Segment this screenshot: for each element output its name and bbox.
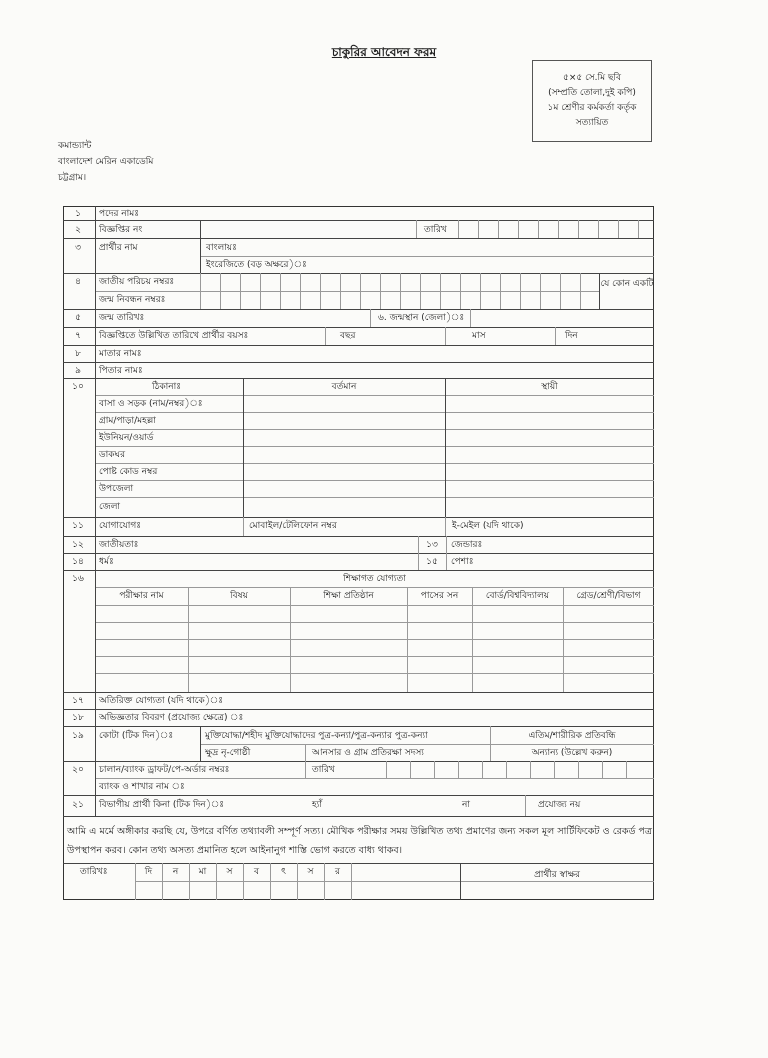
- gender-label: জেন্ডারঃ: [451, 540, 483, 550]
- address-field-post-office: ডাকঘর: [99, 450, 126, 460]
- mother-name-label: মাতার নামঃ: [99, 349, 142, 359]
- row-12-number: ১২: [72, 540, 84, 550]
- applicant-name-label: প্রার্থীর নাম: [99, 243, 138, 253]
- experience-label: অভিজ্ঞতার বিবরণ (প্রযোজ্য ক্ষেত্রে) ঃ: [99, 713, 244, 723]
- email-label: ই-মেইল (যদি থাকে): [452, 521, 524, 531]
- footer-date-label: তারিখঃ: [80, 867, 108, 877]
- row-5-number: ৫: [75, 313, 81, 323]
- address-field-house: বাসা ও সড়ক (নাম/নম্বর)ঃ: [99, 399, 203, 409]
- date-letter: দি: [144, 867, 153, 877]
- row-10-number: ১০: [72, 382, 84, 392]
- payment-date-label: তারিখ: [312, 765, 335, 775]
- date-letter: ব: [253, 867, 259, 877]
- payment-number-label: চালান/ব্যাংক ড্রাফট/পে-অর্ডার নম্বরঃ: [99, 765, 230, 775]
- row-15-number: ১৫: [426, 557, 438, 567]
- birth-place-label: ৬. জন্মস্থান (জেলা)ঃ: [378, 313, 465, 323]
- permanent-address-header: স্থায়ী: [541, 382, 558, 392]
- photo-line-1: ৫×৫ সে.মি ছবি: [562, 73, 621, 83]
- row-13-number: ১৩: [426, 540, 438, 550]
- date-letter: স: [226, 867, 233, 877]
- row-14-number: ১৪: [72, 557, 84, 567]
- age-year-label: বছর: [340, 331, 356, 341]
- date-letter: স: [307, 867, 314, 877]
- extra-qualification-label: অতিরিক্ত যোগ্যতা (যদি থাকে)ঃ: [99, 696, 224, 706]
- name-english-label: ইংরেজিতে (বড় অক্ষরে)ঃ: [206, 260, 307, 270]
- applicant-signature-label: প্রার্থীর স্বাক্ষর: [534, 870, 580, 880]
- row-16-number: ১৬: [72, 574, 84, 584]
- nationality-label: জাতীয়তাঃ: [99, 540, 139, 550]
- edu-col-exam: পরীক্ষার নাম: [119, 591, 164, 601]
- address-field-village: গ্রাম/পাড়া/মহল্লা: [99, 416, 156, 426]
- row-19-number: ১৯: [72, 731, 84, 741]
- row-1-number: ১: [75, 209, 81, 219]
- bank-branch-label: ব্যাংক ও শাখার নাম ঃ: [99, 782, 185, 792]
- addressee-line-1: কমান্ড্যান্ট: [58, 141, 92, 151]
- quota-label: কোটা (টিক দিন)ঃ: [99, 731, 174, 741]
- addressee-line-2: বাংলাদেশ মেরিন একাডেমি: [58, 157, 154, 167]
- row-4-number: ৪: [75, 277, 81, 287]
- occupation-label: পেশাঃ: [451, 557, 474, 567]
- row-7-number: ৭: [75, 331, 81, 341]
- row-20-number: ২০: [72, 765, 84, 775]
- addressee-line-3: চট্টগ্রাম।: [58, 173, 87, 183]
- addressee: [58, 138, 153, 186]
- nid-label: জাতীয় পরিচয় নম্বরঃ: [99, 277, 175, 287]
- quota-other[interactable]: অন্যান্য (উল্লেখ করুন): [531, 748, 613, 758]
- form-title: চাকুরির আবেদন ফরম: [331, 45, 437, 59]
- education-header: শিক্ষাগত যোগ্যতা: [343, 574, 406, 584]
- religion-label: ধর্মঃ: [99, 557, 114, 567]
- departmental-yes-option[interactable]: হ্যাঁ: [312, 800, 322, 810]
- post-name-label: পদের নামঃ: [99, 209, 140, 219]
- address-field-upazila: উপজেলা: [99, 484, 134, 494]
- photo-line-2: (সম্প্রতি তোলা,দুই কপি): [548, 88, 636, 98]
- present-address-header: বর্তমান: [331, 382, 357, 392]
- edu-col-passing-year: পাসের সন: [420, 591, 459, 601]
- row-8-number: ৮: [75, 349, 81, 359]
- declaration-text: আমি এ মর্মে অঙ্গীকার করছি যে, উপরে বর্ণিত তথ্যাবলী সম্পূর্ণ সত্য। মৌখিক পরীক্ষার সময় উল্লিখিত তথ্য প্রমাণের জন্য সকল মূল সার্টিফিকেট ও রেকর্ড পত্র উপস্থাপন করব। কোন তথ্য অসত্য প্রমানিত হলে আইনানুগ শাস্তি ভোগ করতে বাধ্য থাকব।: [67, 826, 652, 856]
- father-name-label: পিতার নামঃ: [99, 366, 143, 376]
- photo-box: [532, 60, 652, 142]
- age-day-label: দিন: [565, 331, 578, 341]
- any-one-note: যে কোন একটি: [600, 279, 654, 289]
- address-field-district: জেলা: [99, 502, 121, 512]
- photo-line-4: সত্যায়িত: [575, 118, 609, 128]
- age-label: বিজ্ঞপ্তিতে উল্লিখিত তারিখে প্রার্থীর বয়সঃ: [99, 331, 249, 341]
- circular-number-label: বিজ্ঞপ্তির নং: [99, 225, 143, 235]
- contact-label: যোগাযোগঃ: [99, 521, 142, 531]
- edu-col-institution: শিক্ষা প্রতিষ্ঠান: [323, 591, 374, 601]
- departmental-no-option[interactable]: না: [462, 800, 470, 810]
- row-9-number: ৯: [75, 366, 81, 376]
- departmental-candidate-label: বিভাগীয় প্রার্থী কিনা (টিক দিন)ঃ: [99, 800, 225, 810]
- address-field-post-code: পোষ্ট কোড নম্বর: [99, 467, 158, 477]
- mobile-label: মোবাইল/টেলিফোন নম্বর: [249, 521, 337, 531]
- row-21-number: ২১: [72, 800, 84, 810]
- age-month-label: মাস: [472, 331, 486, 341]
- quota-freedom-fighter[interactable]: মুক্তিযোদ্ধা/শহীদ মুক্তিযোদ্ধাদের পুত্র-কন্যা/পুত্র-কন্যার পুত্র-কন্যা: [205, 731, 428, 741]
- name-bangla-label: বাংলায়ঃ: [206, 243, 237, 253]
- birth-date-label: জন্ম তারিখঃ: [99, 313, 145, 323]
- address-field-union: ইউনিয়ন/ওয়ার্ড: [99, 433, 154, 443]
- edu-col-grade: গ্রেড/শ্রেণী/বিভাগ: [576, 591, 641, 601]
- date-letter: র: [335, 867, 340, 877]
- date-letter: ৎ: [281, 867, 286, 877]
- quota-ansar-vdp[interactable]: আনসার ও গ্রাম প্রতিরক্ষা সদস্য: [312, 748, 424, 758]
- date-letter: মা: [198, 867, 207, 877]
- post-name-field[interactable]: [200, 206, 654, 220]
- circular-date-label: তারিখ: [424, 225, 447, 235]
- quota-orphan-disabled[interactable]: এতিম/শারীরিক প্রতিবন্ধি: [528, 731, 616, 741]
- departmental-na-option[interactable]: প্রযোজ্য নয়: [538, 800, 581, 810]
- edu-col-subject: বিষয়: [230, 591, 248, 601]
- row-18-number: ১৮: [72, 713, 84, 723]
- edu-col-board: বোর্ড/বিশ্ববিদ্যালয়: [485, 591, 550, 601]
- photo-line-3: ১ম শ্রেণীর কর্মকর্তা কর্তৃক: [547, 103, 637, 113]
- row-17-number: ১৭: [72, 696, 84, 706]
- quota-ethnic-minority[interactable]: ক্ষুদ্র নৃ-গোষ্ঠী: [205, 748, 251, 758]
- row-2-number: ২: [75, 225, 81, 235]
- row-11-number: ১১: [72, 521, 84, 531]
- birth-registration-label: জন্ম নিবন্ধন নম্বরঃ: [99, 295, 166, 305]
- row-3-number: ৩: [75, 243, 81, 253]
- address-label: ঠিকানাঃ: [152, 382, 182, 392]
- date-letter: ন: [172, 867, 179, 877]
